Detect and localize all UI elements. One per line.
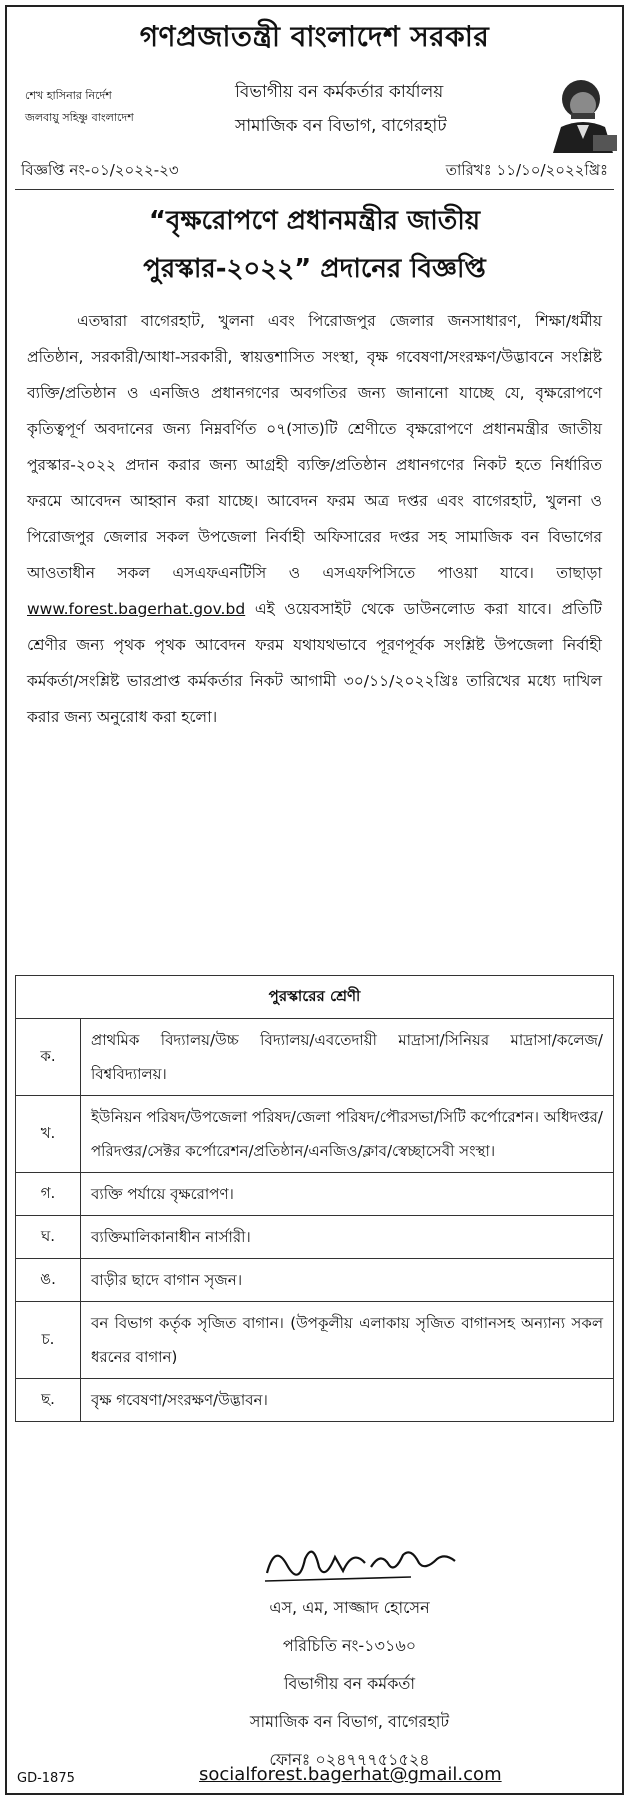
email-link[interactable]: socialforest.bagerhat@gmail.com — [199, 1764, 502, 1785]
category-text: ব্যক্তি পর্যায়ে বৃক্ষরোপণ। — [81, 1173, 614, 1216]
category-key: খ. — [16, 1096, 81, 1173]
category-key: ঘ. — [16, 1216, 81, 1259]
office-block — [235, 75, 535, 143]
notice-headline — [7, 197, 622, 293]
notice-body — [27, 303, 602, 735]
office-division: সামাজিক বন বিভাগ, বাগেরহাট — [235, 116, 447, 136]
government-title: গণপ্রজাতন্ত্রী বাংলাদেশ সরকার — [139, 20, 490, 53]
table-row — [16, 1379, 614, 1422]
table-row — [16, 1259, 614, 1302]
signatory-office: সামাজিক বন বিভাগ, বাগেরহাট — [249, 1712, 450, 1731]
category-text: প্রাথমিক বিদ্যালয়/উচ্চ বিদ্যালয়/এবতেদায়ী মাদ্রাসা/সিনিয়র মাদ্রাসা/কলেজ/বিশ্ববিদ্যালয়। — [81, 1019, 614, 1096]
notice-page — [5, 5, 624, 1795]
website-link[interactable]: www.forest.bagerhat.gov.bd — [27, 600, 246, 618]
signatory-id: পরিচিতি নং-১৩১৬০ — [282, 1636, 417, 1655]
body-part-1: এতদ্বারা বাগেরহাট, খুলনা এবং পিরোজপুর জেলার জনসাধারণ, শিক্ষা/ধর্মীয় প্রতিষ্ঠান, সরকারী/আধা-সরকারী, স্বায়ত্তশাসিত সংস্থা, বৃক্ষ গবেষণা/সংরক্ষণ/উদ্ভাবনে সংশ্লিষ্ট ব্যক্তি/প্রতিষ্ঠান ও এনজিও প্রধানগণের অবগতির জন্য জানানো যাচ্ছে যে, বৃক্ষরোপণে কৃতিত্বপূর্ণ অবদানের জন্য নিম্নবর্ণিত ০৭(সাত)টি শ্রেণীতে বৃক্ষরোপণে প্রধানমন্ত্রীর জাতীয় পুরস্কার-২০২২ প্রদান করার জন্য আগ্রহী ব্যক্তি/প্রতিষ্ঠান প্রধানগণের নিকট হতে নির্ধারিত ফরমে আবেদন আহ্বান করা যাচ্ছে। আবেদন ফরম অত্র দপ্তর এবং বাগেরহাট, খুলনা ও পিরোজপুর জেলার সকল উপজেলা নির্বাহী অফিসারের দপ্তর সহ সামাজিক বন বিভাগের আওতাধীন সকল এসএফএনটিসি ও এসএফপিসিতে পাওয়া যাবে। তাছাড়া — [27, 312, 602, 582]
memo-date: তারিখঃ ১১/১০/২০২২খ্রিঃ — [445, 161, 608, 179]
table-row — [16, 1019, 614, 1096]
category-text: ইউনিয়ন পরিষদ/উপজেলা পরিষদ/জেলা পরিষদ/পৌরসভা/সিটি কর্পোরেশন। অধিদপ্তর/পরিদপ্তর/সেক্টর কর্পোরেশন/প্রতিষ্ঠান/এনজিও/ক্লাব/স্বেচ্ছাসেবী সংস্থা। — [81, 1096, 614, 1173]
category-text: বন বিভাগ কর্তৃক সৃজিত বাগান। (উপকূলীয় এলাকায় সৃজিত বাগানসহ অন্যান্য সকল ধরনের বাগান) — [81, 1302, 614, 1379]
headline-line-2: পুরস্কার-২০২২” প্রদানের বিজ্ঞপ্তি — [143, 254, 486, 284]
category-key: গ. — [16, 1173, 81, 1216]
slogan-line-1: শেখ হাসিনার নির্দেশ — [25, 89, 112, 102]
handwritten-signature — [261, 1537, 461, 1589]
signatory-phone: ফোনঃ ০২৪৭৭৭৫১৫২৪ — [269, 1750, 430, 1769]
memo-number: বিজ্ঞপ্তি নং-০১/২০২২-২৩ — [21, 161, 179, 179]
office-name: বিভাগীয় বন কর্মকর্তার কার্যালয় — [235, 82, 444, 102]
category-key: ঙ. — [16, 1259, 81, 1302]
category-header-row — [16, 976, 614, 1019]
slogan-line-2: জলবায়ু সহিষ্ণু বাংলাদেশ — [25, 111, 134, 124]
category-key: চ. — [16, 1302, 81, 1379]
category-text: ব্যক্তিমালিকানাধীন নার্সারী। — [81, 1216, 614, 1259]
body-part-2: এই ওয়েবসাইট থেকে ডাউনলোড করা যাবে। প্রতিটি শ্রেণীর জন্য পৃথক পৃথক আবেদন ফরম যথাযথভাবে পূরণপূর্বক সংশ্লিষ্ট উপজেলা নির্বাহী কর্মকর্তা/সংশ্লিষ্ট ভারপ্রাপ্ত কর্মকর্তার নিকট আগামী ৩০/১১/২০২২খ্রিঃ তারিখের মধ্যে দাখিল করার জন্য অনুরোধ করা হলো। — [27, 600, 603, 726]
table-row — [16, 1173, 614, 1216]
table-row — [16, 1216, 614, 1259]
category-key: ক. — [16, 1019, 81, 1096]
category-heading: পুরস্কারের শ্রেণী — [16, 976, 614, 1019]
footer-code: GD-1875 — [17, 1771, 75, 1786]
signatory-name: এস, এম, সাজ্জাদ হোসেন — [269, 1598, 430, 1617]
category-key: ছ. — [16, 1379, 81, 1422]
memo-row — [15, 159, 614, 185]
table-row — [16, 1096, 614, 1173]
signatory-designation: বিভাগীয় বন কর্মকর্তা — [283, 1674, 416, 1693]
category-text: বৃক্ষ গবেষণা/সংরক্ষণ/উদ্ভাবন। — [81, 1379, 614, 1422]
slogan — [25, 85, 225, 129]
headline-line-1: “বৃক্ষরোপণে প্রধানমন্ত্রীর জাতীয় — [148, 206, 481, 236]
portrait-image — [547, 69, 619, 153]
table-row — [16, 1302, 614, 1379]
header-divider — [15, 189, 614, 190]
category-text: বাড়ীর ছাদে বাগান সৃজন। — [81, 1259, 614, 1302]
signature-block — [107, 1589, 592, 1779]
category-table — [15, 975, 614, 1422]
